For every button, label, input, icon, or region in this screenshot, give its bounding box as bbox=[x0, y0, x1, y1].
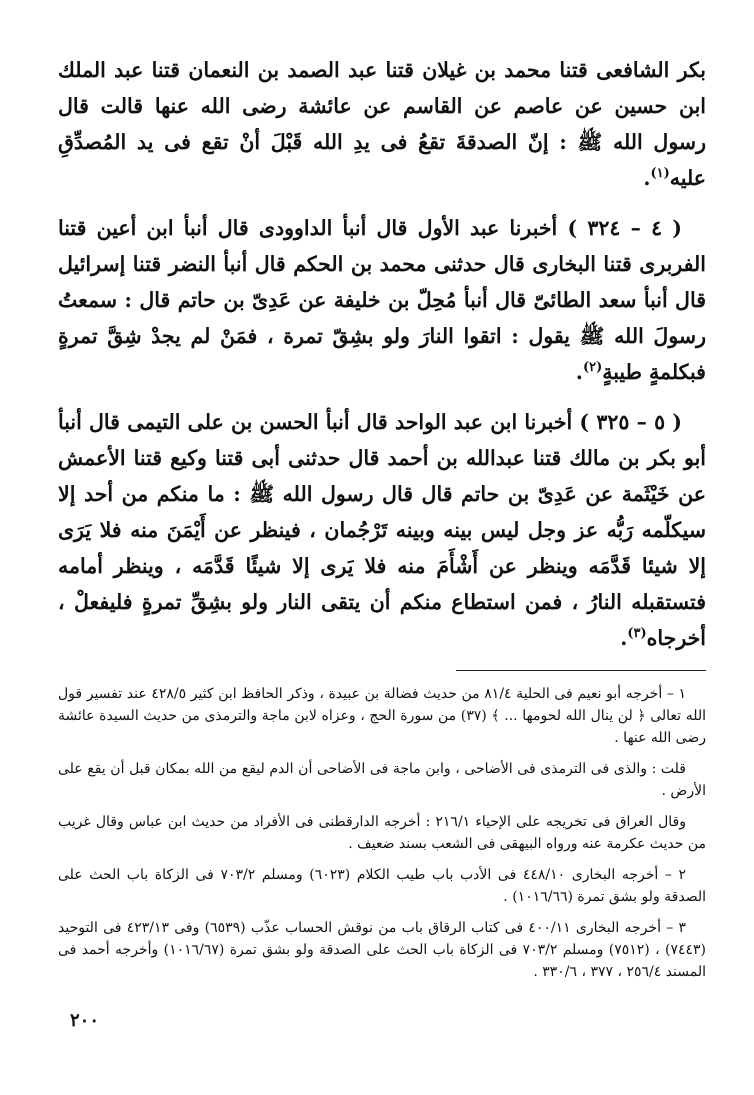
hadith-paragraph-continued bbox=[58, 52, 706, 196]
hadith-end-2: . bbox=[575, 360, 583, 384]
footnote-ref-2: (٢) bbox=[582, 360, 603, 376]
hadith-text-1: بكر الشافعى قتنا محمد بن غيلان قتنا عبد الصمد بن النعمان قتنا عبد الملك ابن حسين عن عاصم عن القاسم عن عائشة رضى الله عنها قالت قال رسول الله ﷺ : إنّ الصدقةَ تقعُ فى يدِ الله قَبْلَ أنْ تقع فى يد المُصدِّقِ عليه bbox=[58, 58, 706, 190]
footnote-1a: ١ – أخرجه أبو نعيم فى الحلية ٨١/٤ من حديث فضالة بن عبيدة ، وذكر الحافظ ابن كثير ٤٢٨/٥ عند تفسير قول الله تعالى ﴿ لن ينال الله لحومها ... ﴾ (٣٧) من سورة الحج ، وعزاه لابن ماجة والترمذى من حديث السيدة عائشة رضى الله عنها . bbox=[58, 686, 707, 746]
footnote-divider bbox=[456, 670, 706, 671]
footnotes bbox=[58, 683, 706, 983]
footnote-2: ٢ – أخرجه البخارى ٤٤٨/١٠ فى الأدب باب طيب الكلام (٦٠٢٣) ومسلم ٧٠٣/٢ فى الزكاة باب الحث على الصدقة ولو بشق تمرة (١٠١٦/٦٦) . bbox=[58, 867, 706, 905]
hadith-paragraph-324 bbox=[58, 210, 706, 390]
hadith-end-3: . bbox=[620, 626, 628, 650]
footnote-ref-3: (٣) bbox=[627, 626, 647, 642]
page-number: ٢٠٠ bbox=[70, 1010, 100, 1031]
hadith-text-3: ( ٥ – ٣٢٥ ) أخبرنا ابن عبد الواحد قال أنبأ الحسن بن على التيمى قال أنبأ أبو بكر بن مالك قتنا عبدالله بن أحمد قال حدثنى أبى قتنا وكيع قتنا الأعمش عن خَيْثَمة عن عَدِىّ بن حاتم قال قال رسول الله ﷺ : ما منكم من أحد إلا سيكلّمه رَبُّه عز وجل ليس بينه وبينه تَرْجُمان ، فينظر عن أَيْمَنَ منه فلا يَرَى إلا شيئا قَدَّمَه وينظر عن أَشْأَمَ منه فلا يَرى إلا شيئًا قَدَّمَه ، وينظر أمامه فتستقبله النارُ ، فمن استطاع منكم أن يتقى النار ولو بشِقِّ تمرةٍ فليفعلْ ، أخرجاه bbox=[58, 410, 706, 650]
footnote-1c: وقال العراق فى تخريجه على الإحياء ٢١٦/١ : أخرجه الدارقطنى فى الأفراد من حديث ابن عباس وقال غريب من حديث عكرمة عنه ورواه البيهقى فى الشعب بسند ضعيف . bbox=[58, 814, 706, 852]
book-page bbox=[58, 52, 706, 992]
hadith-end-1: . bbox=[643, 166, 651, 190]
footnote-3: ٣ – أخرجه البخارى ٤٠٠/١١ فى كتاب الرقاق باب من نوقش الحساب عذّب (٦٥٣٩) وفى ٤٢٣/١٣ فى التوحيد (٧٤٤٣) ، (٧٥١٢) ومسلم ٧٠٣/٢ فى الزكاة باب الحث على الصدقة ولو بشق تمرة (١٠١٦/٦٧) وأخرجه أحمد فى المسند ٢٥٦/٤ ، ٣٧٧ ، ٣٣٠/٦ . bbox=[58, 920, 706, 980]
hadith-text-2: ( ٤ – ٣٢٤ ) أخبرنا عبد الأول قال أنبأ الداوودى قال أنبأ ابن أعين قتنا الفربرى قتنا البخارى قال حدثنى محمد بن الحكم قال أنبأ النضر قتنا إسرائيل قال أنبأ سعد الطائىّ قال أنبأ مُحِلّ بن خليفة عن عَدِىّ بن حاتم قال : سمعتُ رسولَ الله ﷺ يقول : اتقوا النارَ ولو بشِقّ تمرة ، فمَنْ لم يجدْ شِقَّ تمرةٍ فبكلمةٍ طيبةٍ bbox=[58, 216, 706, 384]
footnote-ref-1: (١) bbox=[650, 166, 670, 182]
hadith-paragraph-325 bbox=[58, 404, 706, 656]
footnote-1b: قلت : والذى فى الترمذى فى الأضاحى ، وابن ماجة فى الأضاحى أن الدم ليقع من الله بمكان قبل أن يقع على الأرض . bbox=[58, 761, 706, 799]
main-text bbox=[58, 52, 706, 656]
